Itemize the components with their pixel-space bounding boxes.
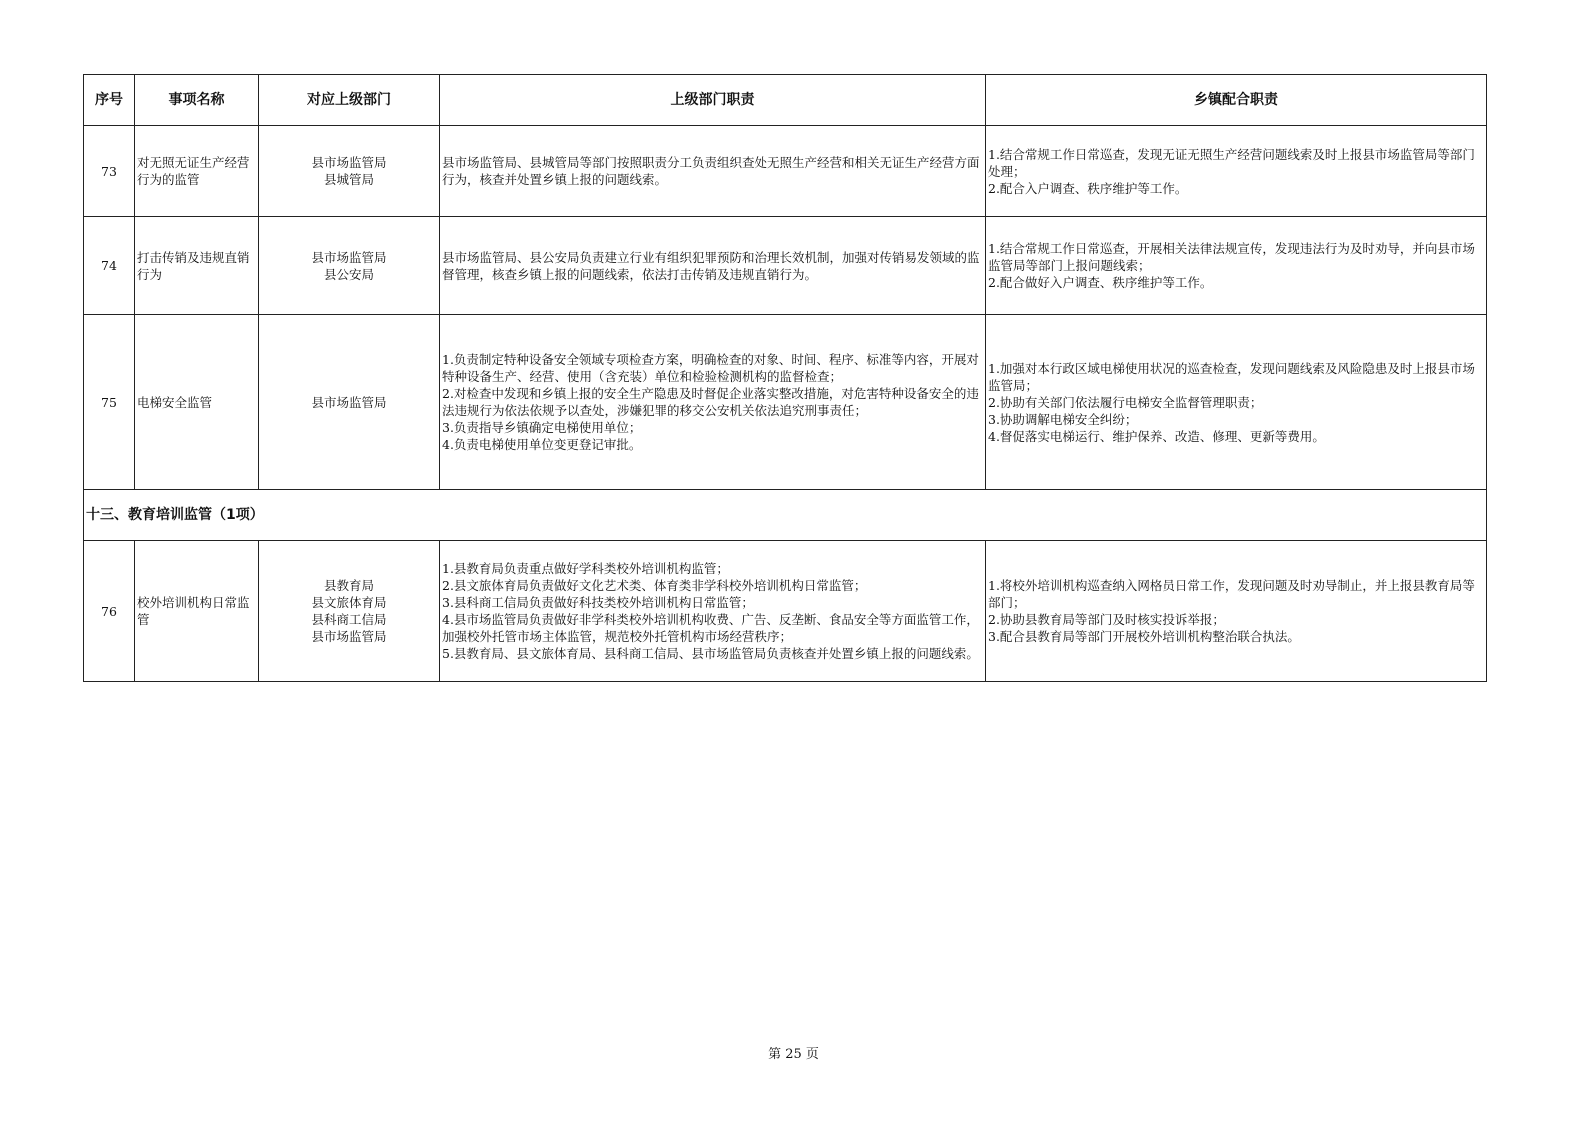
row-town-duty: 1.加强对本行政区域电梯使用状况的巡查检查，发现问题线索及风险隐患及时上报县市场监管局； 2.协助有关部门依法履行电梯安全监督管理职责； 3.协助调解电梯安全纠纷； 4.督促落实电梯运行、维护保养、改造、修理、更新等费用。 — [986, 315, 1487, 490]
table-row — [84, 217, 1487, 315]
header-no: 序号 — [84, 75, 135, 126]
row-dept: 县市场监管局 — [259, 315, 440, 490]
row-name: 对无照无证生产经营行为的监管 — [135, 126, 259, 217]
section-title: 十三、教育培训监管（1项） — [84, 490, 1487, 541]
row-dept: 县教育局 县文旅体育局 县科商工信局 县市场监管局 — [259, 541, 440, 682]
row-town-duty: 1.将校外培训机构巡查纳入网格员日常工作，发现问题及时劝导制止，并上报县教育局等部门； 2.协助县教育局等部门及时核实投诉举报； 3.配合县教育局等部门开展校外培训机构整治联合执法。 — [986, 541, 1487, 682]
header-town-duty: 乡镇配合职责 — [986, 75, 1487, 126]
table-row — [84, 315, 1487, 490]
row-upper-duty: 县市场监管局、县城管局等部门按照职责分工负责组织查处无照生产经营和相关无证生产经营方面行为，核查并处置乡镇上报的问题线索。 — [440, 126, 986, 217]
header-row — [84, 75, 1487, 126]
row-name: 校外培训机构日常监管 — [135, 541, 259, 682]
section-row — [84, 490, 1487, 541]
row-town-duty: 1.结合常规工作日常巡查，发现无证无照生产经营问题线索及时上报县市场监管局等部门处理； 2.配合入户调查、秩序维护等工作。 — [986, 126, 1487, 217]
header-name: 事项名称 — [135, 75, 259, 126]
row-upper-duty: 县市场监管局、县公安局负责建立行业有组织犯罪预防和治理长效机制，加强对传销易发领域的监督管理，核查乡镇上报的问题线索，依法打击传销及违规直销行为。 — [440, 217, 986, 315]
row-town-duty: 1.结合常规工作日常巡查，开展相关法律法规宣传，发现违法行为及时劝导，并向县市场监管局等部门上报问题线索； 2.配合做好入户调查、秩序维护等工作。 — [986, 217, 1487, 315]
header-upper-duty: 上级部门职责 — [440, 75, 986, 126]
row-name: 打击传销及违规直销行为 — [135, 217, 259, 315]
row-upper-duty: 1.县教育局负责重点做好学科类校外培训机构监管； 2.县文旅体育局负责做好文化艺术类、体育类非学科校外培训机构日常监管； 3.县科商工信局负责做好科技类校外培训机构日常监管； 4.县市场监管局负责做好非学科类校外培训机构收费、广告、反垄断、食品安全等方面监管工作，加强校外托管市场主体监管，规范校外托管机构市场经营秩序； 5.县教育局、县文旅体育局、县科商工信局、县市场监管局负责核查并处置乡镇上报的问题线索。 — [440, 541, 986, 682]
header-dept: 对应上级部门 — [259, 75, 440, 126]
row-name: 电梯安全监管 — [135, 315, 259, 490]
row-no: 73 — [84, 126, 135, 217]
row-dept: 县市场监管局 县城管局 — [259, 126, 440, 217]
table-row — [84, 126, 1487, 217]
page-number: 第 25 页 — [768, 1047, 819, 1062]
row-dept: 县市场监管局 县公安局 — [259, 217, 440, 315]
table-row — [84, 541, 1487, 682]
row-no: 74 — [84, 217, 135, 315]
row-no: 76 — [84, 541, 135, 682]
duty-table — [83, 74, 1487, 682]
row-no: 75 — [84, 315, 135, 490]
row-upper-duty: 1.负责制定特种设备安全领域专项检查方案，明确检查的对象、时间、程序、标准等内容，开展对特种设备生产、经营、使用（含充装）单位和检验检测机构的监督检查； 2.对检查中发现和乡镇上报的安全生产隐患及时督促企业落实整改措施，对危害特种设备安全的违法违规行为依法依规予以查处，涉嫌犯罪的移交公安机关依法追究刑事责任； 3.负责指导乡镇确定电梯使用单位； 4.负责电梯使用单位变更登记审批。 — [440, 315, 986, 490]
